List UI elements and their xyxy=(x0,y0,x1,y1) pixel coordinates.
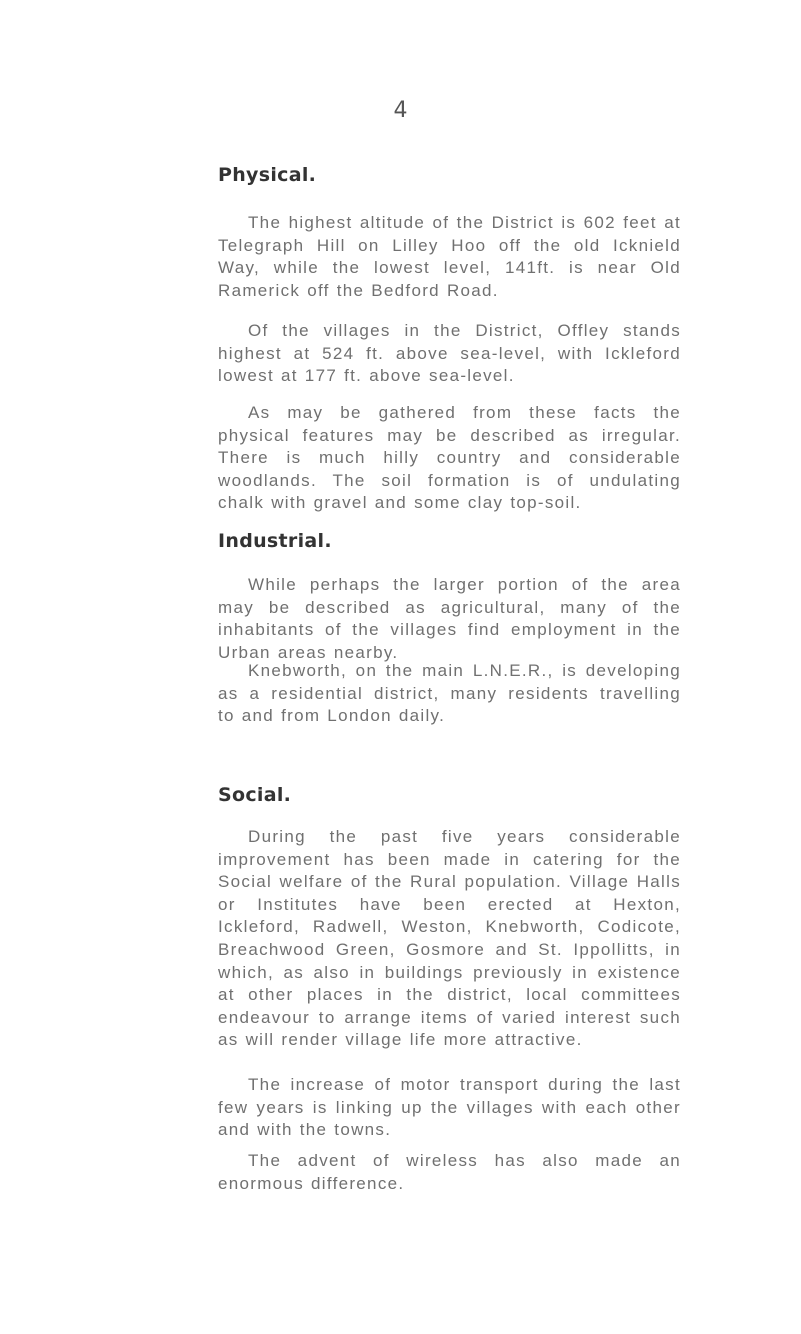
social-paragraph-3: The advent of wireless has also made an enormous difference. xyxy=(218,1151,681,1193)
industrial-paragraph-2: Knebworth, on the main L.N.E.R., is developing as a residential district, many residents travelling to and from London daily. xyxy=(218,661,681,726)
social-paragraph-1: During the past five years considerable improvement has been made in catering for the Social welfare of the Rural population. Village Halls or Institutes have been erected at Hexton, Ickleford, Radwell, Weston, Knebworth, Codicote, Breachwood Green, Gosmore and St. Ippollitts, in which, as also in buildings previously in existence at other places in the district, local committees endeavour to arrange items of varied interest such as will render village life more attractive. xyxy=(218,827,681,1050)
heading-social: Social. xyxy=(218,784,292,806)
page-number: 4 xyxy=(393,98,408,123)
heading-industrial: Industrial. xyxy=(218,530,332,552)
industrial-paragraph-1: While perhaps the larger portion of the area may be described as agricultural, many of the inhabitants of the villages find employment in the Urban areas nearby. xyxy=(218,575,681,662)
social-paragraph-2: The increase of motor transport during the last few years is linking up the villages with each other and with the towns. xyxy=(218,1075,681,1140)
physical-paragraph-2: Of the villages in the District, Offley stands highest at 524 ft. above sea-level, with Ickleford lowest at 177 ft. above sea-level. xyxy=(218,321,681,386)
physical-paragraph-1: The highest altitude of the District is 602 feet at Telegraph Hill on Lilley Hoo off the old Icknield Way, while the lowest level, 141ft. is near Old Ramerick off the Bedford Road. xyxy=(218,213,681,300)
physical-paragraph-3: As may be gathered from these facts the physical features may be described as irregular. There is much hilly country and considerable woodlands. The soil formation is of undulating chalk with gravel and some clay top-soil. xyxy=(218,403,681,513)
heading-physical: Physical. xyxy=(218,164,317,186)
